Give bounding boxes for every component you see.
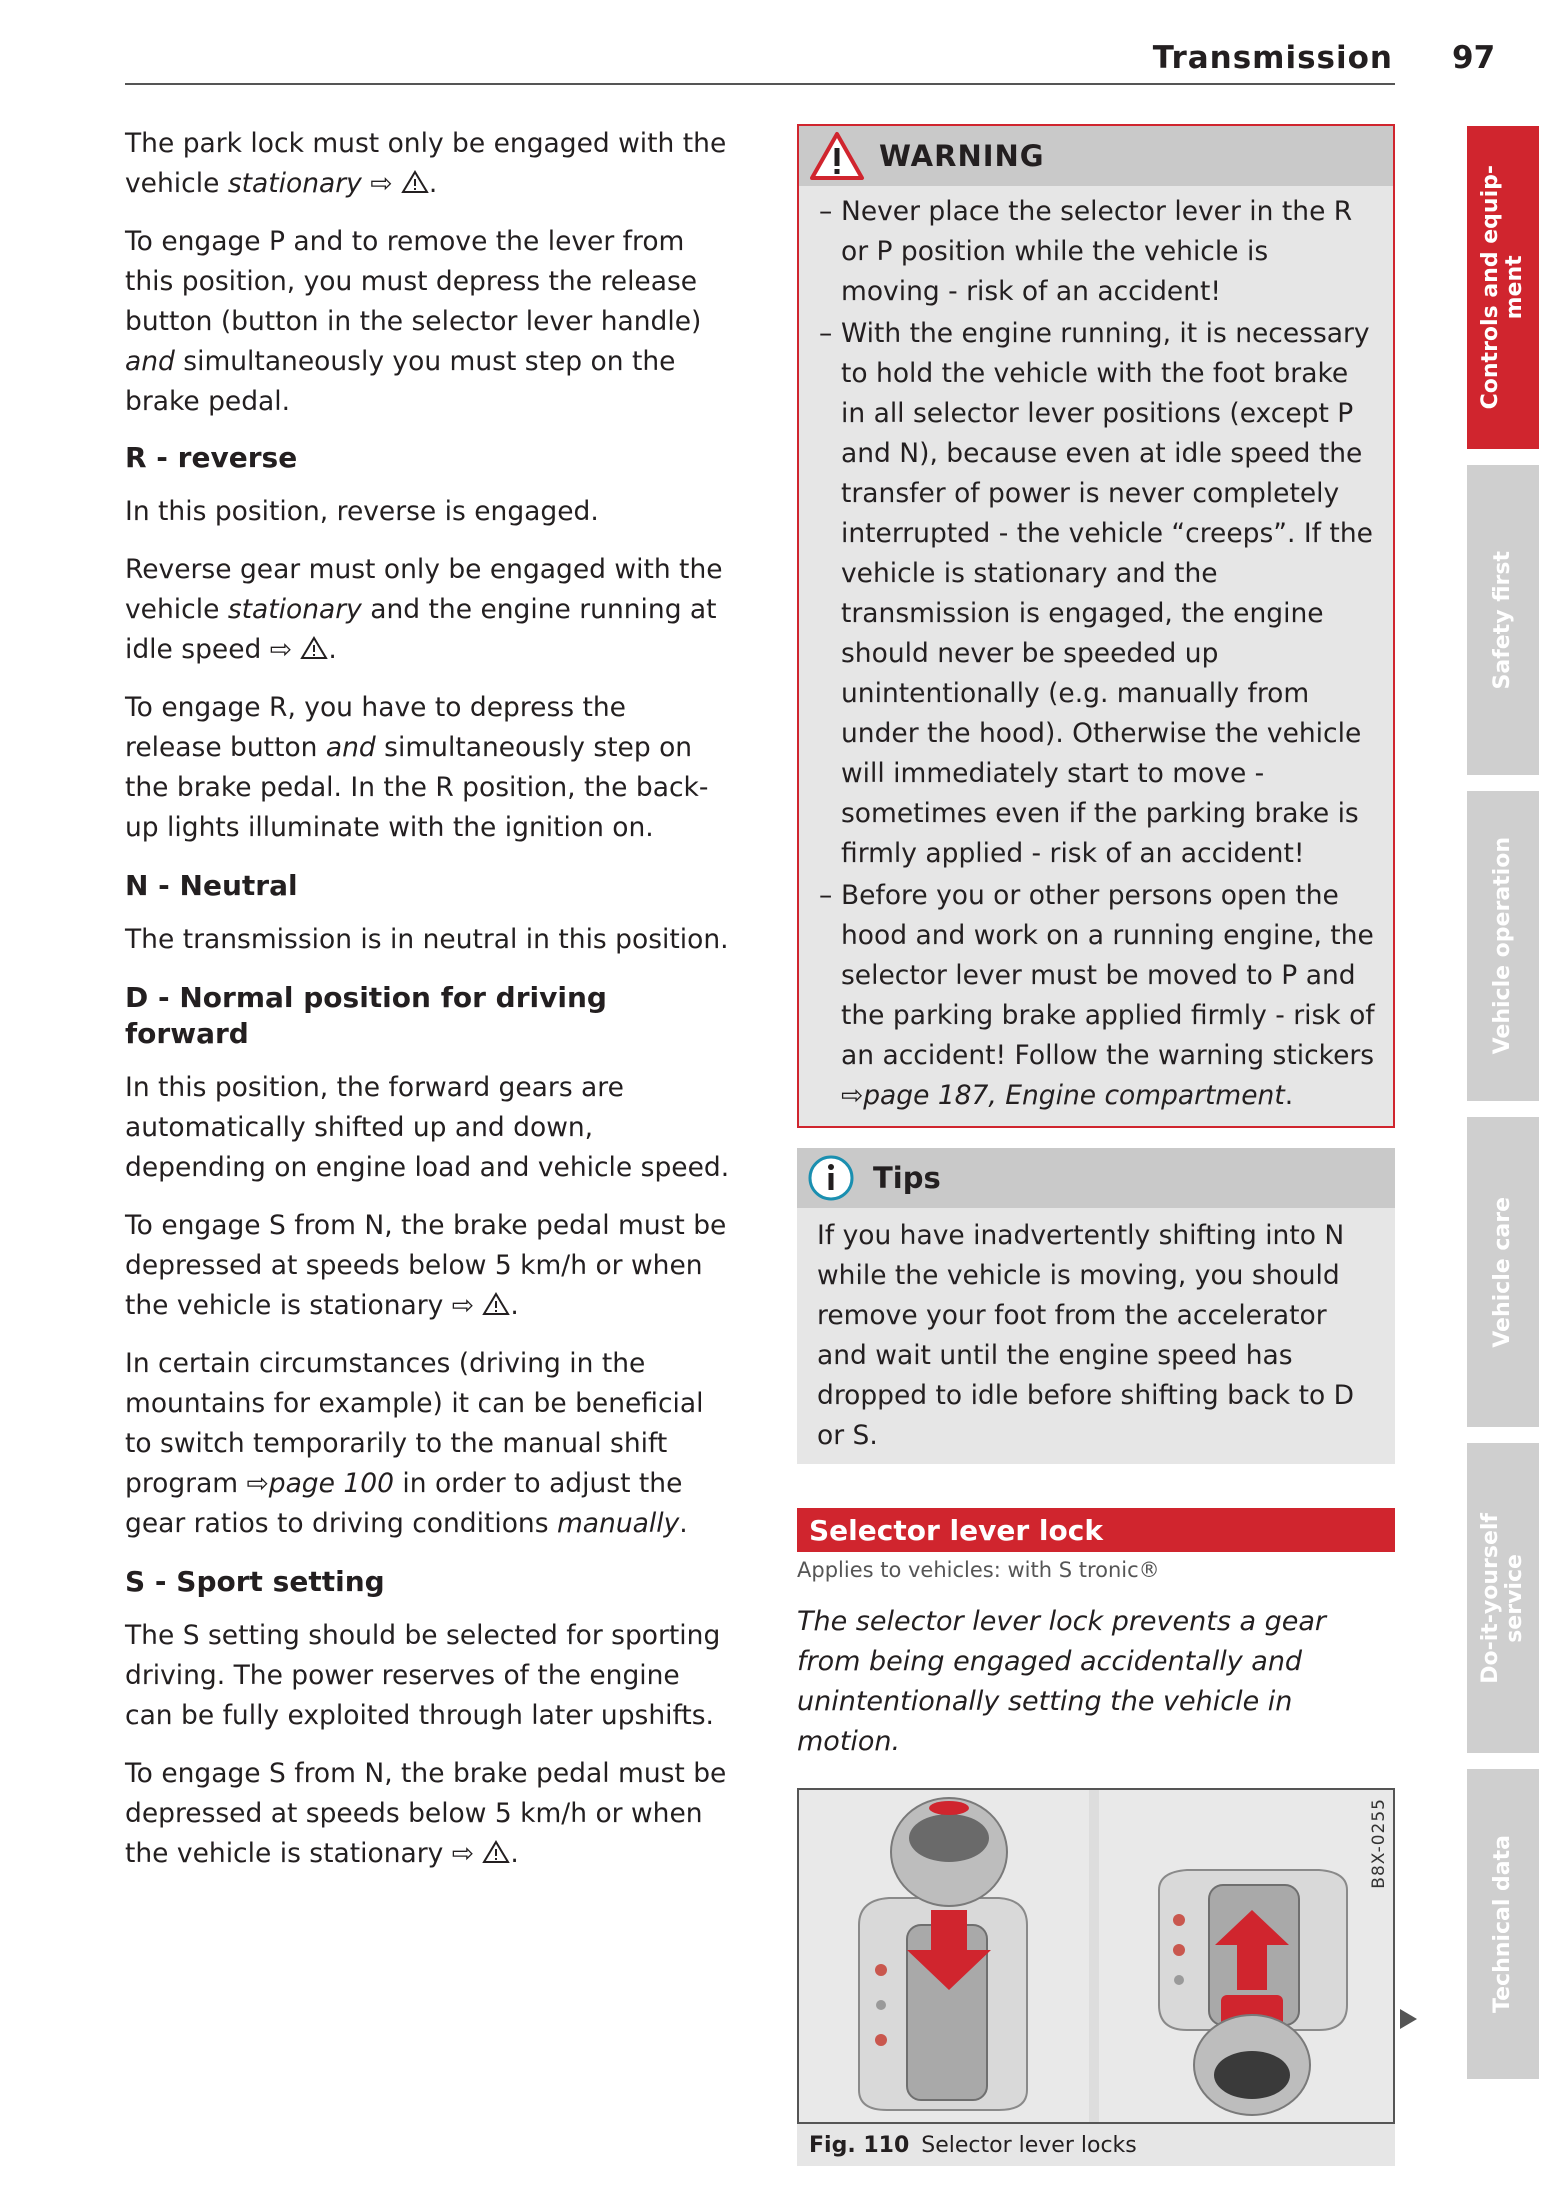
- warning-triangle-icon: [482, 1292, 510, 1316]
- paragraph-engage-s-1: To engage S from N, the brake pedal must be depressed at speeds below 5 km/h or when the vehicle is stationary ⇨ .: [125, 1210, 727, 1321]
- warning-list: [799, 192, 1393, 1116]
- tab-vehicle-operation[interactable]: Vehicle operation: [1467, 791, 1539, 1101]
- paragraph-drive: In this position, the forward gears are automatically shifted up and down, depending on engine load and vehicle speed.: [125, 1072, 730, 1183]
- heading-reverse: R - reverse: [125, 441, 298, 474]
- figure-caption-text: Selector lever locks: [921, 2132, 1137, 2158]
- paragraph-engage-r: To engage R, you have to depress the release button and simultaneously step on the brake pedal. In the R position, the back-up lights illuminate with the ignition on.: [125, 692, 709, 843]
- heading-drive: D - Normal position for driving forward: [125, 981, 607, 1050]
- warning-triangle-icon: [482, 1840, 510, 1864]
- figure-selector-lever-locks: [797, 1788, 1395, 2124]
- tab-vehicle-care[interactable]: Vehicle care: [1467, 1117, 1539, 1427]
- tab-technical-data[interactable]: Technical data: [1467, 1769, 1539, 2079]
- tips-header: [797, 1148, 1395, 1208]
- header-rule: [125, 83, 1395, 85]
- continue-arrow-icon: [1400, 2009, 1417, 2029]
- warning-box: [797, 124, 1395, 1128]
- paragraph-neutral: The transmission is in neutral in this position.: [125, 924, 729, 955]
- figure-label: Fig. 110: [809, 2132, 910, 2158]
- paragraph-reverse-gear: Reverse gear must only be engaged with the vehicle stationary and the engine running at idle speed ⇨ .: [125, 554, 723, 665]
- info-icon: [807, 1154, 855, 1202]
- paragraph-engage-p: To engage P and to remove the lever from this position, you must depress the release button (button in the selector lever handle) and simultaneously you must step on the brake pedal.: [125, 226, 702, 417]
- heading-neutral: N - Neutral: [125, 869, 298, 902]
- warning-title: WARNING: [879, 139, 1045, 173]
- engine-compartment-link[interactable]: ⇨page 187, Engine compartment: [841, 1080, 1285, 1111]
- right-column: [797, 124, 1395, 2166]
- section-heading: Selector lever lock: [797, 1508, 1395, 1552]
- tab-do-it-yourself-service[interactable]: Do-it-yourself service: [1467, 1443, 1539, 1753]
- page-100-link[interactable]: page 100: [268, 1468, 394, 1499]
- warning-item: – With the engine running, it is necessary to hold the vehicle with the foot brake in all selector lever positions (except P and N), because even at idle speed the transfer of power is never completely interrupted - the vehicle “creeps”. If the vehicle is stationary and the transmission is engaged, the engine should never be speeded up unintentionally (e.g. manually from under the hood). Otherwise the vehicle will immediately start to move - sometimes even if the parking brake is firmly applied - risk of an accident!: [819, 314, 1375, 874]
- tab-controls-and-equipment[interactable]: Controls and equip- ment: [1467, 126, 1539, 449]
- tab-safety-first[interactable]: Safety first: [1467, 465, 1539, 775]
- paragraph-sport: The S setting should be selected for sporting driving. The power reserves of the engine can be fully exploited through later upshifts.: [125, 1620, 721, 1731]
- warning-header: [799, 126, 1393, 186]
- paragraph-manual-program: In certain circumstances (driving in the mountains for example) it can be beneficial to switch temporarily to the manual shift program ⇨page 100 in order to adjust the gear ratios to driving conditions manually.: [125, 1348, 704, 1539]
- figure-code: B8X-0255: [1369, 1798, 1389, 1889]
- warning-triangle-icon: [401, 170, 429, 194]
- paragraph-reverse-engaged: In this position, reverse is engaged.: [125, 496, 599, 527]
- warning-item: – Before you or other persons open the hood and work on a running engine, the selector lever must be moved to P and the parking brake applied firmly - risk of an accident! Follow the warning stickers ⇨page 187, Engine compartment.: [819, 876, 1375, 1116]
- figure-divider: [1089, 1790, 1099, 2122]
- heading-sport: S - Sport setting: [125, 1565, 385, 1598]
- paragraph-park-lock: The park lock must only be engaged with the vehicle stationary ⇨ .: [125, 128, 727, 199]
- tips-body: If you have inadvertently shifting into N while the vehicle is moving, you should remove your foot from the accelerator and wait until the engine speed has dropped to idle before shifting back to D or S.: [817, 1220, 1355, 1451]
- tips-box: [797, 1148, 1395, 1464]
- page-number: 97: [1452, 40, 1496, 76]
- applies-to-text: Applies to vehicles: with S tronic®: [797, 1558, 1160, 1582]
- running-header-title: Transmission: [1152, 40, 1393, 76]
- left-column: [125, 124, 730, 1892]
- warning-icon: [809, 131, 865, 181]
- paragraph-engage-s-2: To engage S from N, the brake pedal must be depressed at speeds below 5 km/h or when the vehicle is stationary ⇨ .: [125, 1758, 727, 1869]
- tips-title: Tips: [873, 1161, 941, 1195]
- warning-triangle-icon: [300, 636, 328, 660]
- warning-item: – Never place the selector lever in the R or P position while the vehicle is moving - risk of an accident!: [819, 192, 1375, 312]
- figure-caption: [797, 2124, 1395, 2166]
- section-intro: The selector lever lock prevents a gear from being engaged accidentally and unintentionally setting the vehicle in motion.: [797, 1606, 1327, 1757]
